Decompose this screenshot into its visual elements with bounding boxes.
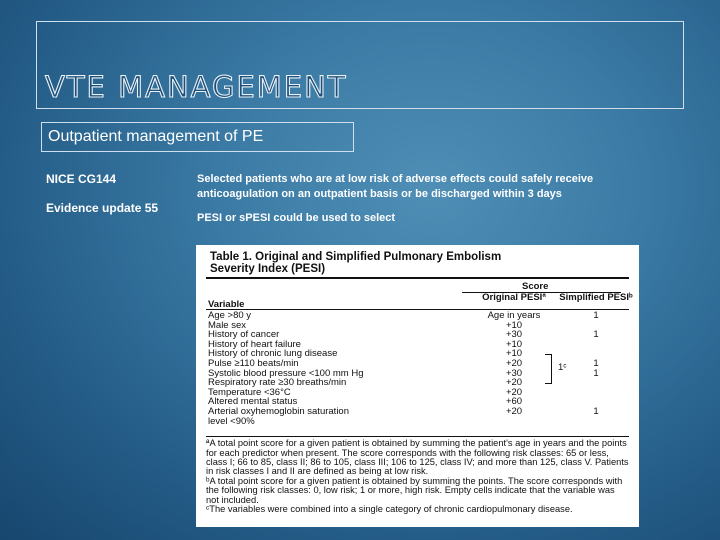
table-footnotes (206, 439, 629, 514)
table-heading (210, 251, 629, 275)
variable-cell: Arterial oxyhemoglobin saturation (208, 405, 349, 417)
simplified-score-cell: 1 (593, 367, 599, 379)
variable-cell: Male sex (208, 319, 247, 331)
footnote: ᶜThe variables were combined into a single category of chronic cardiopulmonary disease. (206, 503, 573, 514)
reference-item: Evidence update 55 (46, 201, 159, 215)
variable-cell: History of chronic lung disease (208, 348, 338, 360)
simplified-pesi-column-header: Simplified PESIᵇ (559, 292, 633, 303)
table-row (206, 417, 629, 427)
body-text (197, 172, 637, 235)
combined-rows-bracket (545, 354, 552, 384)
footnote: ᵇA total point score for a given patient is obtained by summing the points. The score corresponds with the following risk classes: 0, low risk; 1 or more, high risk. Empty cells indicate that the variable was not included. (206, 475, 623, 505)
combined-rows-score: 1ᶜ (558, 362, 567, 373)
table-header (206, 279, 633, 310)
simplified-score-cell: 1 (593, 405, 599, 417)
variable-cell: level <90% (208, 415, 255, 427)
table-body (206, 311, 629, 426)
table-row (206, 407, 629, 417)
variable-cell: Age >80 y (208, 310, 252, 321)
original-score-cell: +60 (505, 396, 523, 408)
table-heading-line: Severity Index (PESI) (210, 263, 326, 275)
variable-cell: Altered mental status (208, 396, 298, 408)
simplified-score-cell: 1 (593, 357, 599, 369)
original-score-cell: +10 (505, 319, 523, 331)
paragraph: PESI or sPESI could be used to select (197, 212, 396, 224)
original-score-cell: +20 (505, 386, 523, 398)
original-score-cell: Age in years (487, 310, 541, 321)
score-label: Score (522, 281, 549, 292)
original-score-cell: +20 (505, 357, 523, 369)
variable-cell: Systolic blood pressure <100 mm Hg (208, 367, 364, 379)
table-row (206, 311, 629, 321)
divider (206, 309, 629, 310)
divider (206, 436, 629, 437)
original-score-cell: +20 (505, 377, 523, 389)
simplified-score-cell: 1 (593, 329, 599, 341)
variable-cell: History of cancer (208, 329, 280, 341)
reference-list (46, 172, 158, 230)
table-heading-line: Table 1. Original and Simplified Pulmonary Embolism (210, 251, 502, 263)
variable-cell: Temperature <36°C (208, 386, 291, 398)
original-score-cell: +10 (505, 338, 523, 350)
variable-column-header: Variable (208, 299, 245, 310)
subtitle-box: Outpatient management of PE (41, 122, 354, 152)
slide-title: VTE MANAGEMENT (45, 70, 348, 104)
variable-cell: Pulse ≥110 beats/min (208, 357, 299, 369)
original-pesi-column-header: Original PESIª (482, 292, 546, 303)
footnote: ªA total point score for a given patient is obtained by summing the patient's age in years and the points for each predictor when present. The score corresponds with the following risk classes: 65 or less, class I; 66 to 85, class II; 86 to 105, class III; 106 to 125, class IV; and more than 125, class V. Patients in risk classes I and II are defined as being at low risk. (206, 438, 629, 477)
original-score-cell: +20 (505, 405, 523, 417)
original-score-cell: +10 (505, 348, 523, 360)
reference-item: NICE CG144 (46, 172, 117, 186)
variable-cell: History of heart failure (208, 338, 301, 350)
simplified-score-cell: 1 (593, 310, 599, 321)
variable-cell: Respiratory rate ≥30 breaths/min (208, 377, 347, 389)
original-score-cell: +30 (505, 329, 523, 341)
title-box (36, 21, 684, 109)
paragraph: Selected patients who are at low risk of adverse effects could safely receive anticoagulation on an outpatient basis or be discharged within 3 days (197, 173, 594, 200)
original-score-cell: +30 (505, 367, 523, 379)
pesi-table-image (196, 245, 639, 527)
